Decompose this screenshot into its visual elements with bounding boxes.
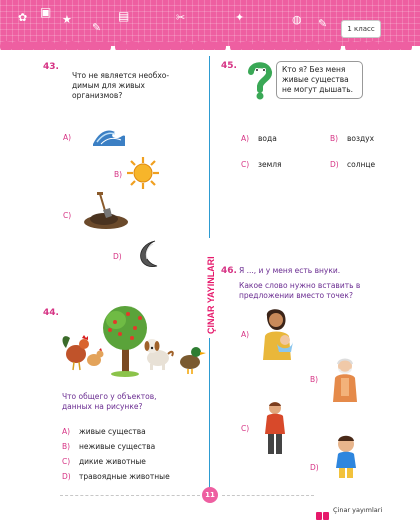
soil-shovel-icon[interactable]	[78, 190, 130, 234]
q45-option-b-letter[interactable]: B)	[330, 134, 339, 143]
q44-option-b-text[interactable]: неживые существа	[79, 442, 156, 451]
publisher-name: Çinar yayımlari	[333, 506, 383, 514]
school-bag-icon: ▣	[40, 5, 52, 19]
speech-bubble: Кто я? Без меня живые существа не могут дышать.	[276, 61, 363, 99]
q46-option-d-letter[interactable]: D)	[310, 463, 319, 472]
q45-option-d-letter[interactable]: D)	[330, 160, 339, 169]
page-number: 11	[202, 487, 218, 503]
grandfather-icon[interactable]	[327, 356, 363, 408]
sun-icon[interactable]	[126, 156, 160, 194]
moon-icon[interactable]	[135, 239, 163, 273]
q45-option-d-text[interactable]: солнце	[347, 160, 376, 169]
rooster-icon	[63, 335, 89, 370]
q44-option-c-text[interactable]: дикие животные	[79, 457, 146, 466]
scissors-icon: ✂	[176, 11, 186, 24]
q45-option-c-letter[interactable]: C)	[241, 160, 250, 169]
sidebar-brand-logo	[198, 238, 222, 338]
q43-option-a-letter[interactable]: A)	[63, 133, 72, 142]
question-number-44: 44.	[43, 308, 59, 318]
q43-option-b-letter[interactable]: B)	[114, 170, 123, 179]
apple-tree-icon	[103, 306, 147, 377]
footer-dashed-line	[60, 495, 200, 496]
flower-icon: ✿	[18, 11, 28, 24]
question-46-lead: Я ..., и у меня есть внуки.	[239, 266, 341, 275]
q45-option-c-text[interactable]: земля	[258, 160, 282, 169]
boy-icon[interactable]	[331, 432, 361, 484]
sidebar-brand-text: ÇINAR YAYINLARI	[206, 256, 216, 334]
globe-icon: ◍	[292, 13, 302, 26]
woman-with-baby-icon[interactable]	[257, 306, 297, 366]
book-icon: ▤	[118, 9, 130, 23]
question-number-46: 46.	[221, 266, 237, 276]
question-43-text: Что не является необхо-димым для живых организмов?	[72, 71, 170, 100]
footer-dashed-line	[222, 495, 314, 496]
pencil-icon: ✎	[318, 17, 328, 30]
q45-option-a-text[interactable]: вода	[258, 134, 277, 143]
q43-option-c-letter[interactable]: C)	[63, 211, 72, 220]
wave-water-icon[interactable]	[91, 124, 127, 152]
q44-option-d-text[interactable]: травоядные животные	[79, 472, 170, 481]
q46-option-b-letter[interactable]: B)	[310, 375, 319, 384]
publisher-logo-icon	[316, 505, 330, 524]
q45-option-a-letter[interactable]: A)	[241, 134, 250, 143]
q44-option-b-letter[interactable]: B)	[62, 442, 71, 451]
q44-option-c-letter[interactable]: C)	[62, 457, 71, 466]
q46-option-c-letter[interactable]: C)	[241, 424, 250, 433]
q46-option-a-letter[interactable]: A)	[241, 330, 250, 339]
question-number-45: 45.	[221, 61, 237, 71]
question-44-text: Что общего у объектов, данных на рисунке?	[62, 392, 157, 411]
svg-text:ÇINAR YAYINLARI	[206, 256, 216, 334]
hen-icon	[87, 348, 104, 366]
q44-option-d-letter[interactable]: D)	[62, 472, 71, 481]
header-scallop-edge	[0, 38, 420, 50]
q44-option-a-text[interactable]: живые существа	[79, 427, 146, 436]
question-46-text: Какое слово нужно вставить в предложении вместо точек?	[239, 281, 361, 300]
q43-option-d-letter[interactable]: D)	[113, 252, 122, 261]
question-number-43: 43.	[43, 62, 59, 72]
dog-icon	[145, 339, 173, 370]
q45-option-b-text[interactable]: воздух	[347, 134, 375, 143]
man-icon[interactable]	[262, 400, 288, 460]
pencil-icon: ✎	[92, 21, 102, 34]
duck-icon	[180, 347, 206, 374]
grade-label: 1 класс	[341, 20, 381, 38]
star-icon: ✦	[235, 11, 245, 24]
q44-option-a-letter[interactable]: A)	[62, 427, 71, 436]
star-icon: ★	[62, 13, 72, 26]
animals-tree-picture	[60, 302, 210, 386]
question-mark-mascot-icon	[243, 60, 275, 104]
